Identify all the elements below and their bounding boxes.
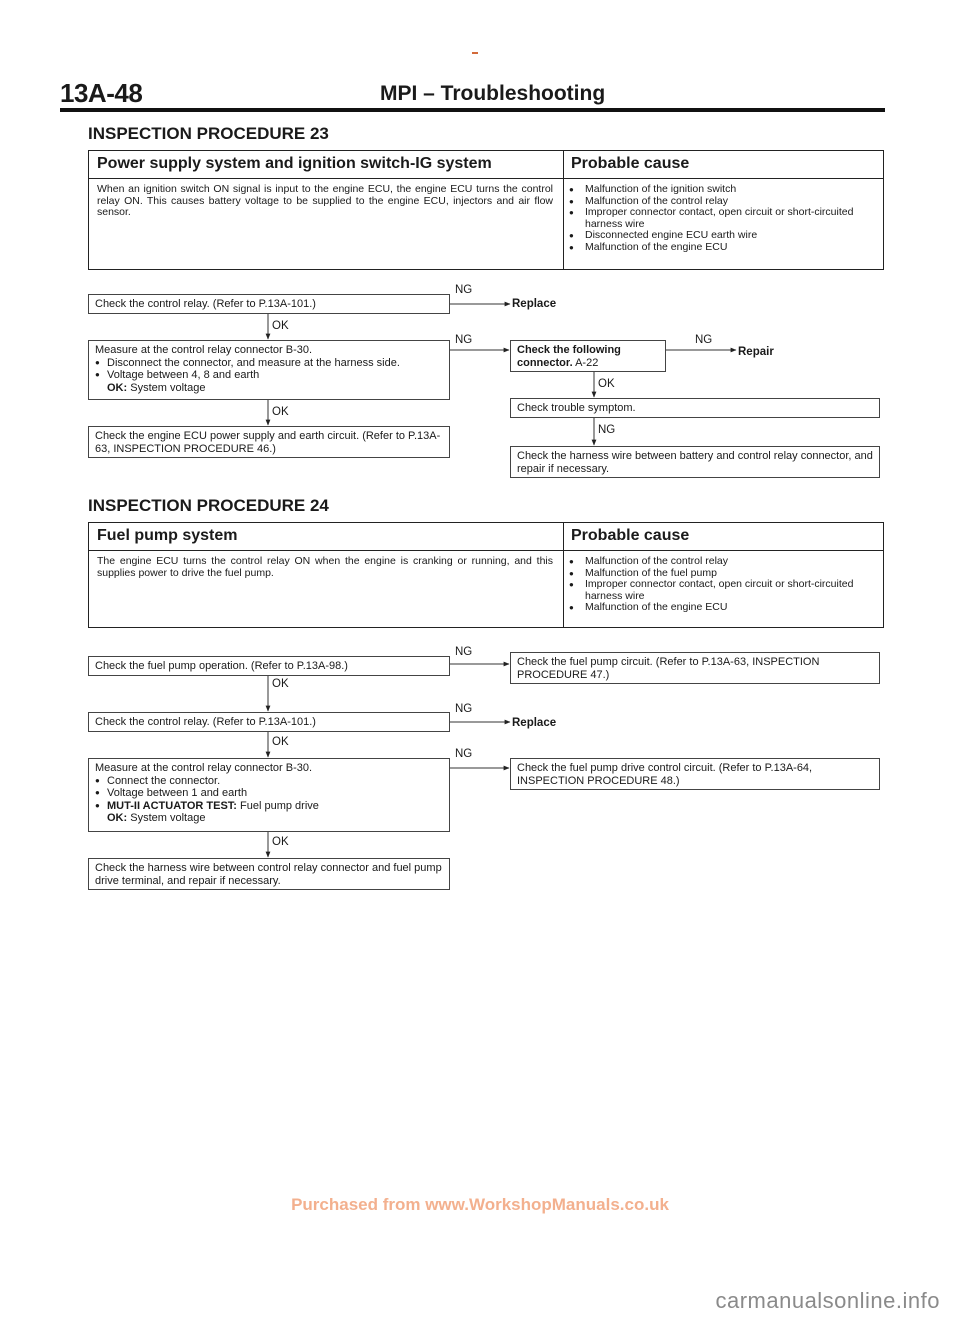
- probable-cause-heading: Probable cause: [571, 527, 690, 544]
- system-description: The engine ECU turns the control relay ON when the engine is cranking or running, and this supplies power to drive the fuel pump.: [97, 555, 553, 579]
- procedure-24-heading: INSPECTION PROCEDURE 24: [88, 496, 329, 515]
- step-text: Check the fuel pump circuit. (Refer to P.13A-63, INSPECTION PROCEDURE 47.): [517, 656, 820, 681]
- site-watermark: carmanualsonline.info: [715, 1288, 940, 1313]
- step-title: Measure at the control relay connector B-30.: [95, 344, 313, 356]
- ok-label: OK: [272, 320, 289, 332]
- step-text: Check trouble symptom.: [517, 402, 636, 414]
- p23-result-replace: Replace: [512, 298, 557, 310]
- step-text: Check the fuel pump drive control circuit. (Refer to P.13A-64, INSPECTION PROCEDURE 48.): [517, 762, 813, 787]
- ok-label: OK: [598, 378, 615, 390]
- step-bullet: ● Voltage between 4, 8 and earth: [95, 369, 443, 382]
- connector-id: A-22: [575, 356, 599, 369]
- ok-label: OK: [272, 678, 289, 690]
- probable-cause-heading: Probable cause: [571, 155, 690, 172]
- actuator-test-value: Fuel pump drive: [240, 799, 319, 812]
- ok-label: OK: [272, 406, 289, 418]
- ng-label: NG: [598, 424, 616, 436]
- ng-label: NG: [695, 334, 713, 346]
- section-title: MPI – Troubleshooting: [380, 82, 606, 105]
- step-text: Check the engine ECU power supply and earth circuit. (Refer to P.13A-63, INSPECTION PROCEDURE 46.): [95, 430, 441, 455]
- cause-item: ● Malfunction of the ignition switch: [569, 184, 875, 196]
- cause-item: ● Improper connector contact, open circuit or short-circuited harness wire: [569, 579, 875, 602]
- cause-item: ● Malfunction of the fuel pump: [569, 568, 875, 580]
- system-heading: Power supply system and ignition switch-IG system: [97, 155, 492, 172]
- cause-item: ● Malfunction of the control relay: [569, 556, 875, 568]
- system-description: When an ignition switch ON signal is input to the engine ECU, the engine ECU turns the control relay ON. This causes battery voltage to be supplied to the engine ECU, injectors and air flow sensor.: [97, 183, 553, 218]
- ok-criterion-value: System voltage: [130, 381, 206, 394]
- cause-item: ● Malfunction of the engine ECU: [569, 602, 875, 614]
- procedure-23-heading: INSPECTION PROCEDURE 23: [88, 124, 329, 143]
- step-bullet: ● Connect the connector.: [95, 775, 443, 788]
- step-text: Check the harness wire between control relay connector and fuel pump drive terminal, and repair if necessary.: [95, 862, 442, 887]
- ng-label: NG: [455, 703, 473, 715]
- step-text: Check the harness wire between battery and control relay connector, and repair if necessary.: [517, 450, 873, 475]
- step-text-bold: Check the following connector.: [517, 344, 621, 369]
- system-heading: Fuel pump system: [97, 527, 238, 544]
- step-text: Check the fuel pump operation. (Refer to P.13A-98.): [95, 660, 348, 672]
- ok-label: OK: [272, 736, 289, 748]
- cause-item: ● Improper connector contact, open circuit or short-circuited harness wire: [569, 207, 875, 230]
- ng-label: NG: [455, 284, 473, 296]
- step-bullet: ● Voltage between 1 and earth: [95, 787, 443, 800]
- ok-criterion-value: System voltage: [130, 812, 206, 824]
- cause-item: ● Malfunction of the control relay: [569, 196, 875, 208]
- ok-label: OK: [272, 836, 289, 848]
- step-bullet: ● Disconnect the connector, and measure at the harness side.: [95, 357, 443, 370]
- cause-item: ● Disconnected engine ECU earth wire: [569, 230, 875, 242]
- purchase-footer: Purchased from www.WorkshopManuals.co.uk: [291, 1195, 669, 1214]
- step-text: Check the control relay. (Refer to P.13A-101.): [95, 298, 316, 310]
- ok-criterion-label: OK:: [107, 381, 128, 394]
- p24-result-replace: Replace: [512, 717, 557, 729]
- page-number: 13A-48: [60, 78, 143, 108]
- cause-item: ● Malfunction of the engine ECU: [569, 242, 875, 254]
- ng-label: NG: [455, 334, 473, 346]
- step-title: Measure at the control relay connector B-30.: [95, 762, 313, 774]
- actuator-test-label: MUT-II ACTUATOR TEST:: [107, 799, 237, 812]
- p23-result-repair: Repair: [738, 346, 774, 358]
- ng-label: NG: [455, 748, 473, 760]
- step-text: Check the control relay. (Refer to P.13A-101.): [95, 716, 316, 728]
- ok-criterion-label: OK:: [107, 812, 128, 824]
- ng-label: NG: [455, 646, 473, 658]
